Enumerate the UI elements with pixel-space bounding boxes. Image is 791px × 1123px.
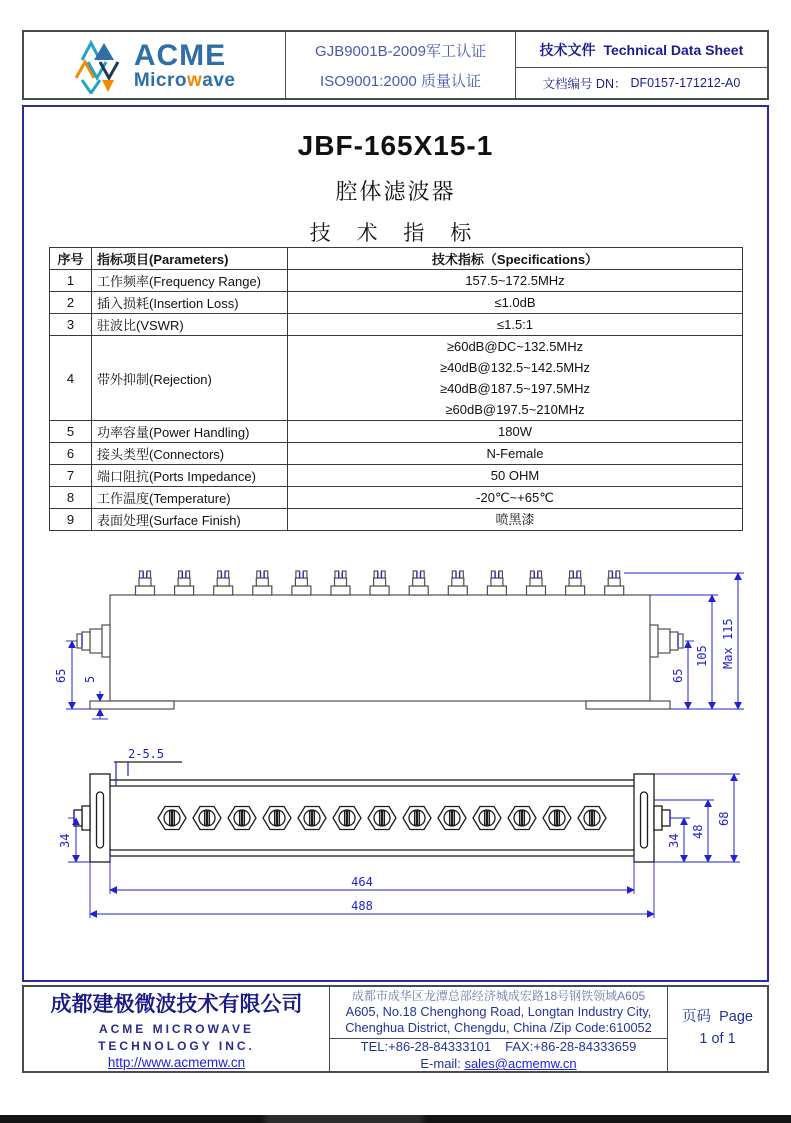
spec-row-param: 功率容量(Power Handling) [92,421,288,443]
spec-row-param: 工作频率(Frequency Range) [92,270,288,292]
email-label: E-mail: [420,1056,461,1072]
footer-contact [330,987,668,1071]
spec-row-param: 工作温度(Temperature) [92,487,288,509]
spec-row [50,443,743,465]
spec-row-value: N-Female [288,443,743,465]
doc-number-label: 文档编号 DN： [542,77,627,91]
spec-row-no: 8 [50,487,92,509]
dim-left-65: 65 [54,668,68,683]
dim-right-68: 68 [717,811,731,826]
address-block [330,987,667,1039]
dim-right-65: 65 [671,668,685,683]
spec-row-no: 6 [50,443,92,465]
dim-right-34: 34 [667,833,681,848]
spec-row-value: ≤1.0dB [288,292,743,314]
dim-left-5: 5 [83,675,97,683]
mounting-foot-left [90,701,174,709]
cert-line-2: ISO9001:2000 质量认证 [320,72,481,90]
email-link[interactable]: sales@acmemw.cn [464,1056,577,1072]
spec-row-no: 9 [50,509,92,531]
company-name-en-1: ACME MICROWAVE [98,1022,255,1037]
spec-row-no: 2 [50,292,92,314]
spec-table [49,247,743,531]
doc-title-en: Technical Data Sheet [603,41,744,58]
doc-title-zh: 技术文件 [539,41,596,58]
spec-row-param: 插入损耗(Insertion Loss) [92,292,288,314]
spec-row [50,292,743,314]
spec-col-header: 技术指标（Specifications） [288,248,743,270]
spec-row-no: 5 [50,421,92,443]
dim-right-48: 48 [691,824,705,839]
page-value: 1 of 1 [699,1031,736,1047]
footer-company [24,987,330,1071]
product-title: 腔体滤波器 [335,179,456,204]
doc-info [516,32,767,98]
connector-right-top [654,806,670,830]
spec-row [50,487,743,509]
doc-number-row [516,68,767,98]
spec-row-value: ≤1.5:1 [288,314,743,336]
address-en-2: Chenghua District, Chengdu, China /Zip Code:610052 [345,1019,652,1035]
spec-row [50,509,743,531]
logo-brand: ACME [133,38,227,72]
address-en-1: A605, No.18 Chenghong Road, Longtan Industry City, [345,1004,652,1019]
spec-row-param: 表面处理(Surface Finish) [92,509,288,531]
dim-width-outer: 488 [351,899,373,913]
mounting-bracket-left [90,774,110,862]
spec-row-param: 端口阻抗(Ports Impedance) [92,465,288,487]
spec-row-value: ≥60dB@DC~132.5MHz ≥40dB@132.5~142.5MHz ≥40dB@187.5~197.5MHz ≥60dB@197.5~210MHz [288,336,743,421]
spec-row [50,270,743,292]
dim-right-max115: Max 115 [721,618,735,669]
certifications [286,32,515,98]
dim-left-34: 34 [58,833,72,848]
email-line [420,1056,576,1071]
connector-right-side [650,625,683,657]
dim-width-inner: 464 [351,875,373,889]
header [22,30,769,100]
side-view-drawing [32,557,762,745]
spec-row [50,421,743,443]
footer-page [668,987,767,1071]
screen-bottom-bar [0,1115,791,1123]
top-view-drawing [32,742,762,927]
model-title: JBF-165X15-1 [297,130,494,161]
company-name-zh: 成都建极微波技术有限公司 [50,993,303,1017]
spec-row-value: 50 OHM [288,465,743,487]
spec-header-row [50,248,743,270]
fax: FAX:+86-28-84333659 [505,1039,637,1055]
footer [22,985,769,1073]
logo-sub: Microwave [133,69,236,91]
dim-right-105: 105 [695,645,709,667]
spec-table-body [50,270,743,531]
spec-col-header: 序号 [50,248,92,270]
acme-logo-icon [74,36,126,94]
spec-row-value: 喷黑漆 [288,509,743,531]
section-title: 技 术 指 标 [309,222,482,245]
company-name-en-2: TECHNOLOGY INC. [98,1038,255,1053]
doc-title [516,32,767,68]
spec-row-param: 驻波比(VSWR) [92,314,288,336]
spec-row-value: 157.5~172.5MHz [288,270,743,292]
spec-row [50,336,743,421]
spec-col-header: 指标项目(Parameters) [92,248,288,270]
spec-row-no: 7 [50,465,92,487]
spec-row-param: 带外抑制(Rejection) [92,336,288,421]
mounting-foot-right [586,701,670,709]
spec-row-no: 1 [50,270,92,292]
mounting-bracket-right [634,774,654,862]
page-label: 页码 Page [682,1009,753,1026]
spec-row-value: 180W [288,421,743,443]
doc-number-value: DF0157-171212-A0 [630,76,741,90]
spec-row [50,314,743,336]
tuning-screws [136,571,624,595]
spec-row-param: 接头类型(Connectors) [92,443,288,465]
tel-fax-line [354,1039,644,1054]
website-link[interactable]: http://www.acmemw.cn [107,1054,246,1070]
main-content [22,105,769,982]
spec-row [50,465,743,487]
spec-row-no: 3 [50,314,92,336]
contact-block [330,1039,667,1071]
connector-left-side [77,625,110,657]
filter-body-side [110,595,650,701]
logo-text [133,38,236,91]
dim-hole-callout: 2-5.5 [128,747,165,761]
logo [24,32,286,98]
address-zh: 成都市成华区龙潭总部经济城成宏路18号钢铁领域A605 [351,989,646,1003]
spec-row-value: -20℃~+65℃ [288,487,743,509]
spec-row-no: 4 [50,336,92,421]
tel: TEL:+86-28-84333101 [360,1039,492,1055]
cert-line-1: GJB9001B-2009军工认证 [315,42,486,60]
